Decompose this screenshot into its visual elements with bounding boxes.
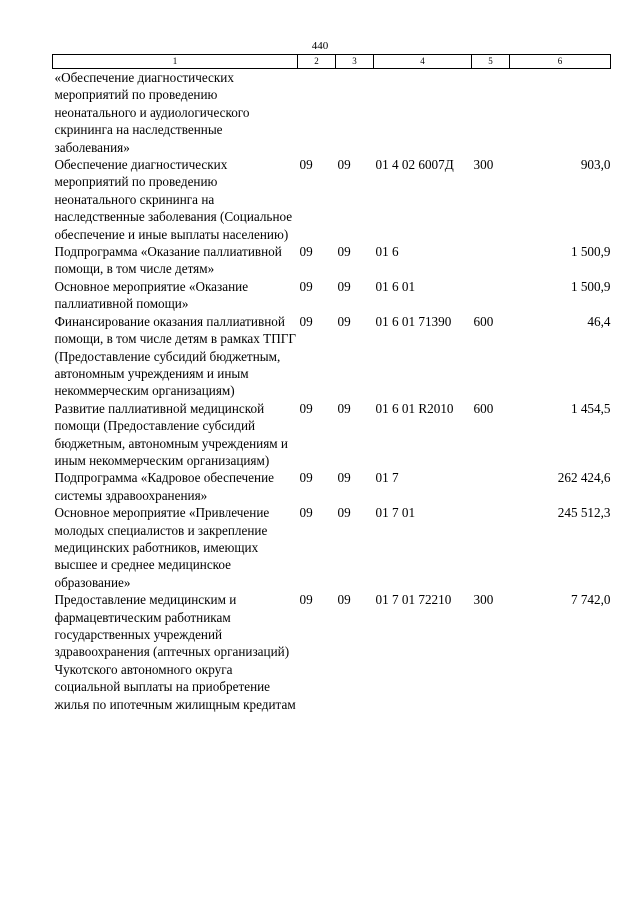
row-section <box>298 69 336 157</box>
column-header-4: 4 <box>374 55 472 69</box>
row-subsection: 09 <box>337 505 351 521</box>
row-section: 09 <box>299 400 313 416</box>
column-header-6: 6 <box>510 55 611 69</box>
row-target-article: 01 7 01 72210 <box>375 592 452 608</box>
row-subsection: 09 <box>337 470 351 486</box>
row-section: 09 <box>299 505 313 521</box>
row-amount: 7 742,0 <box>570 592 611 608</box>
row-amount: 1 500,9 <box>570 244 611 260</box>
row-target-article: 01 4 02 6007Д <box>375 157 454 173</box>
row-section: 09 <box>299 244 313 260</box>
row-expense-type: 300 <box>473 592 494 608</box>
row-name: Основное мероприятие «Оказание паллиативной помощи» <box>54 278 249 312</box>
row-target-article: 01 7 01 <box>375 505 416 521</box>
row-name: Подпрограмма «Кадровое обеспечение системы здравоохранения» <box>54 470 275 503</box>
row-expense-type <box>472 69 510 157</box>
row-target-article <box>374 69 472 157</box>
row-subsection: 09 <box>337 400 351 416</box>
column-number-row <box>53 55 611 69</box>
table-row <box>53 504 611 591</box>
table-row <box>53 69 611 157</box>
row-amount: 1 454,5 <box>570 400 611 416</box>
row-amount <box>510 69 611 157</box>
table-row <box>53 243 611 278</box>
row-amount: 46,4 <box>587 313 611 329</box>
row-subsection: 09 <box>337 244 351 260</box>
budget-table <box>52 54 611 713</box>
table-row <box>53 313 611 400</box>
row-target-article: 01 6 01 R2010 <box>375 400 454 416</box>
page-number: 440 <box>311 40 329 52</box>
row-target-article: 01 7 <box>375 470 399 486</box>
row-name: Обеспечение диагностических мероприятий по проведению неонатального скрининга на наследственные заболевания (Социальное обеспечение и иные выплаты населению) <box>54 157 293 242</box>
row-name: Основное мероприятие «Привлечение молодых специалистов и закрепление медицинских работников, имеющих высшее и среднее медицинское образование» <box>54 505 270 590</box>
row-amount: 262 424,6 <box>557 470 611 486</box>
row-target-article: 01 6 01 71390 <box>375 313 452 329</box>
row-section: 09 <box>299 592 313 608</box>
row-expense-type <box>472 504 510 591</box>
column-header-2: 2 <box>298 55 336 69</box>
row-expense-type: 600 <box>473 400 494 416</box>
row-expense-type <box>472 278 510 313</box>
row-expense-type <box>472 243 510 278</box>
row-expense-type <box>472 469 510 504</box>
row-section: 09 <box>299 313 313 329</box>
table-row <box>53 156 611 243</box>
row-section: 09 <box>299 157 313 173</box>
row-name: «Обеспечение диагностических мероприятий по проведению неонатального и аудиологического скрининга на наследственные заболевания» <box>54 70 250 155</box>
row-target-article: 01 6 <box>375 244 399 260</box>
row-section: 09 <box>299 278 313 294</box>
row-section: 09 <box>299 470 313 486</box>
row-target-article: 01 6 01 <box>375 278 416 294</box>
table-row <box>53 469 611 504</box>
table-row <box>53 591 611 713</box>
row-amount: 245 512,3 <box>557 505 611 521</box>
row-name: Развитие паллиативной медицинской помощи (Предоставление субсидий бюджетным, автономным учреждениям и иным некоммерческим организациям) <box>54 400 288 468</box>
table-row <box>53 400 611 470</box>
row-name: Финансирование оказания паллиативной помощи, в том числе детям в рамках ТПГГ (Предоставление субсидий бюджетным, автономным учреждениям и иным некоммерческим организациям) <box>54 313 296 399</box>
row-expense-type: 300 <box>473 157 494 173</box>
row-subsection: 09 <box>337 278 351 294</box>
row-amount: 903,0 <box>580 157 611 173</box>
row-subsection: 09 <box>337 313 351 329</box>
row-subsection: 09 <box>337 592 351 608</box>
column-header-1: 1 <box>53 55 298 69</box>
table-row <box>53 278 611 313</box>
column-header-3: 3 <box>336 55 374 69</box>
row-subsection: 09 <box>337 157 351 173</box>
row-subsection <box>336 69 374 157</box>
row-amount: 1 500,9 <box>570 278 611 294</box>
column-header-5: 5 <box>472 55 510 69</box>
row-name: Подпрограмма «Оказание паллиативной помощи, в том числе детям» <box>54 244 282 277</box>
row-name: Предоставление медицинским и фармацевтическим работникам государственных учреждений здравоохранения (аптечных организаций) Чукотского автономного округа социальной выплаты на приобретение жилья по ипотечным жилищным кредитам <box>54 592 296 712</box>
row-expense-type: 600 <box>473 313 494 329</box>
